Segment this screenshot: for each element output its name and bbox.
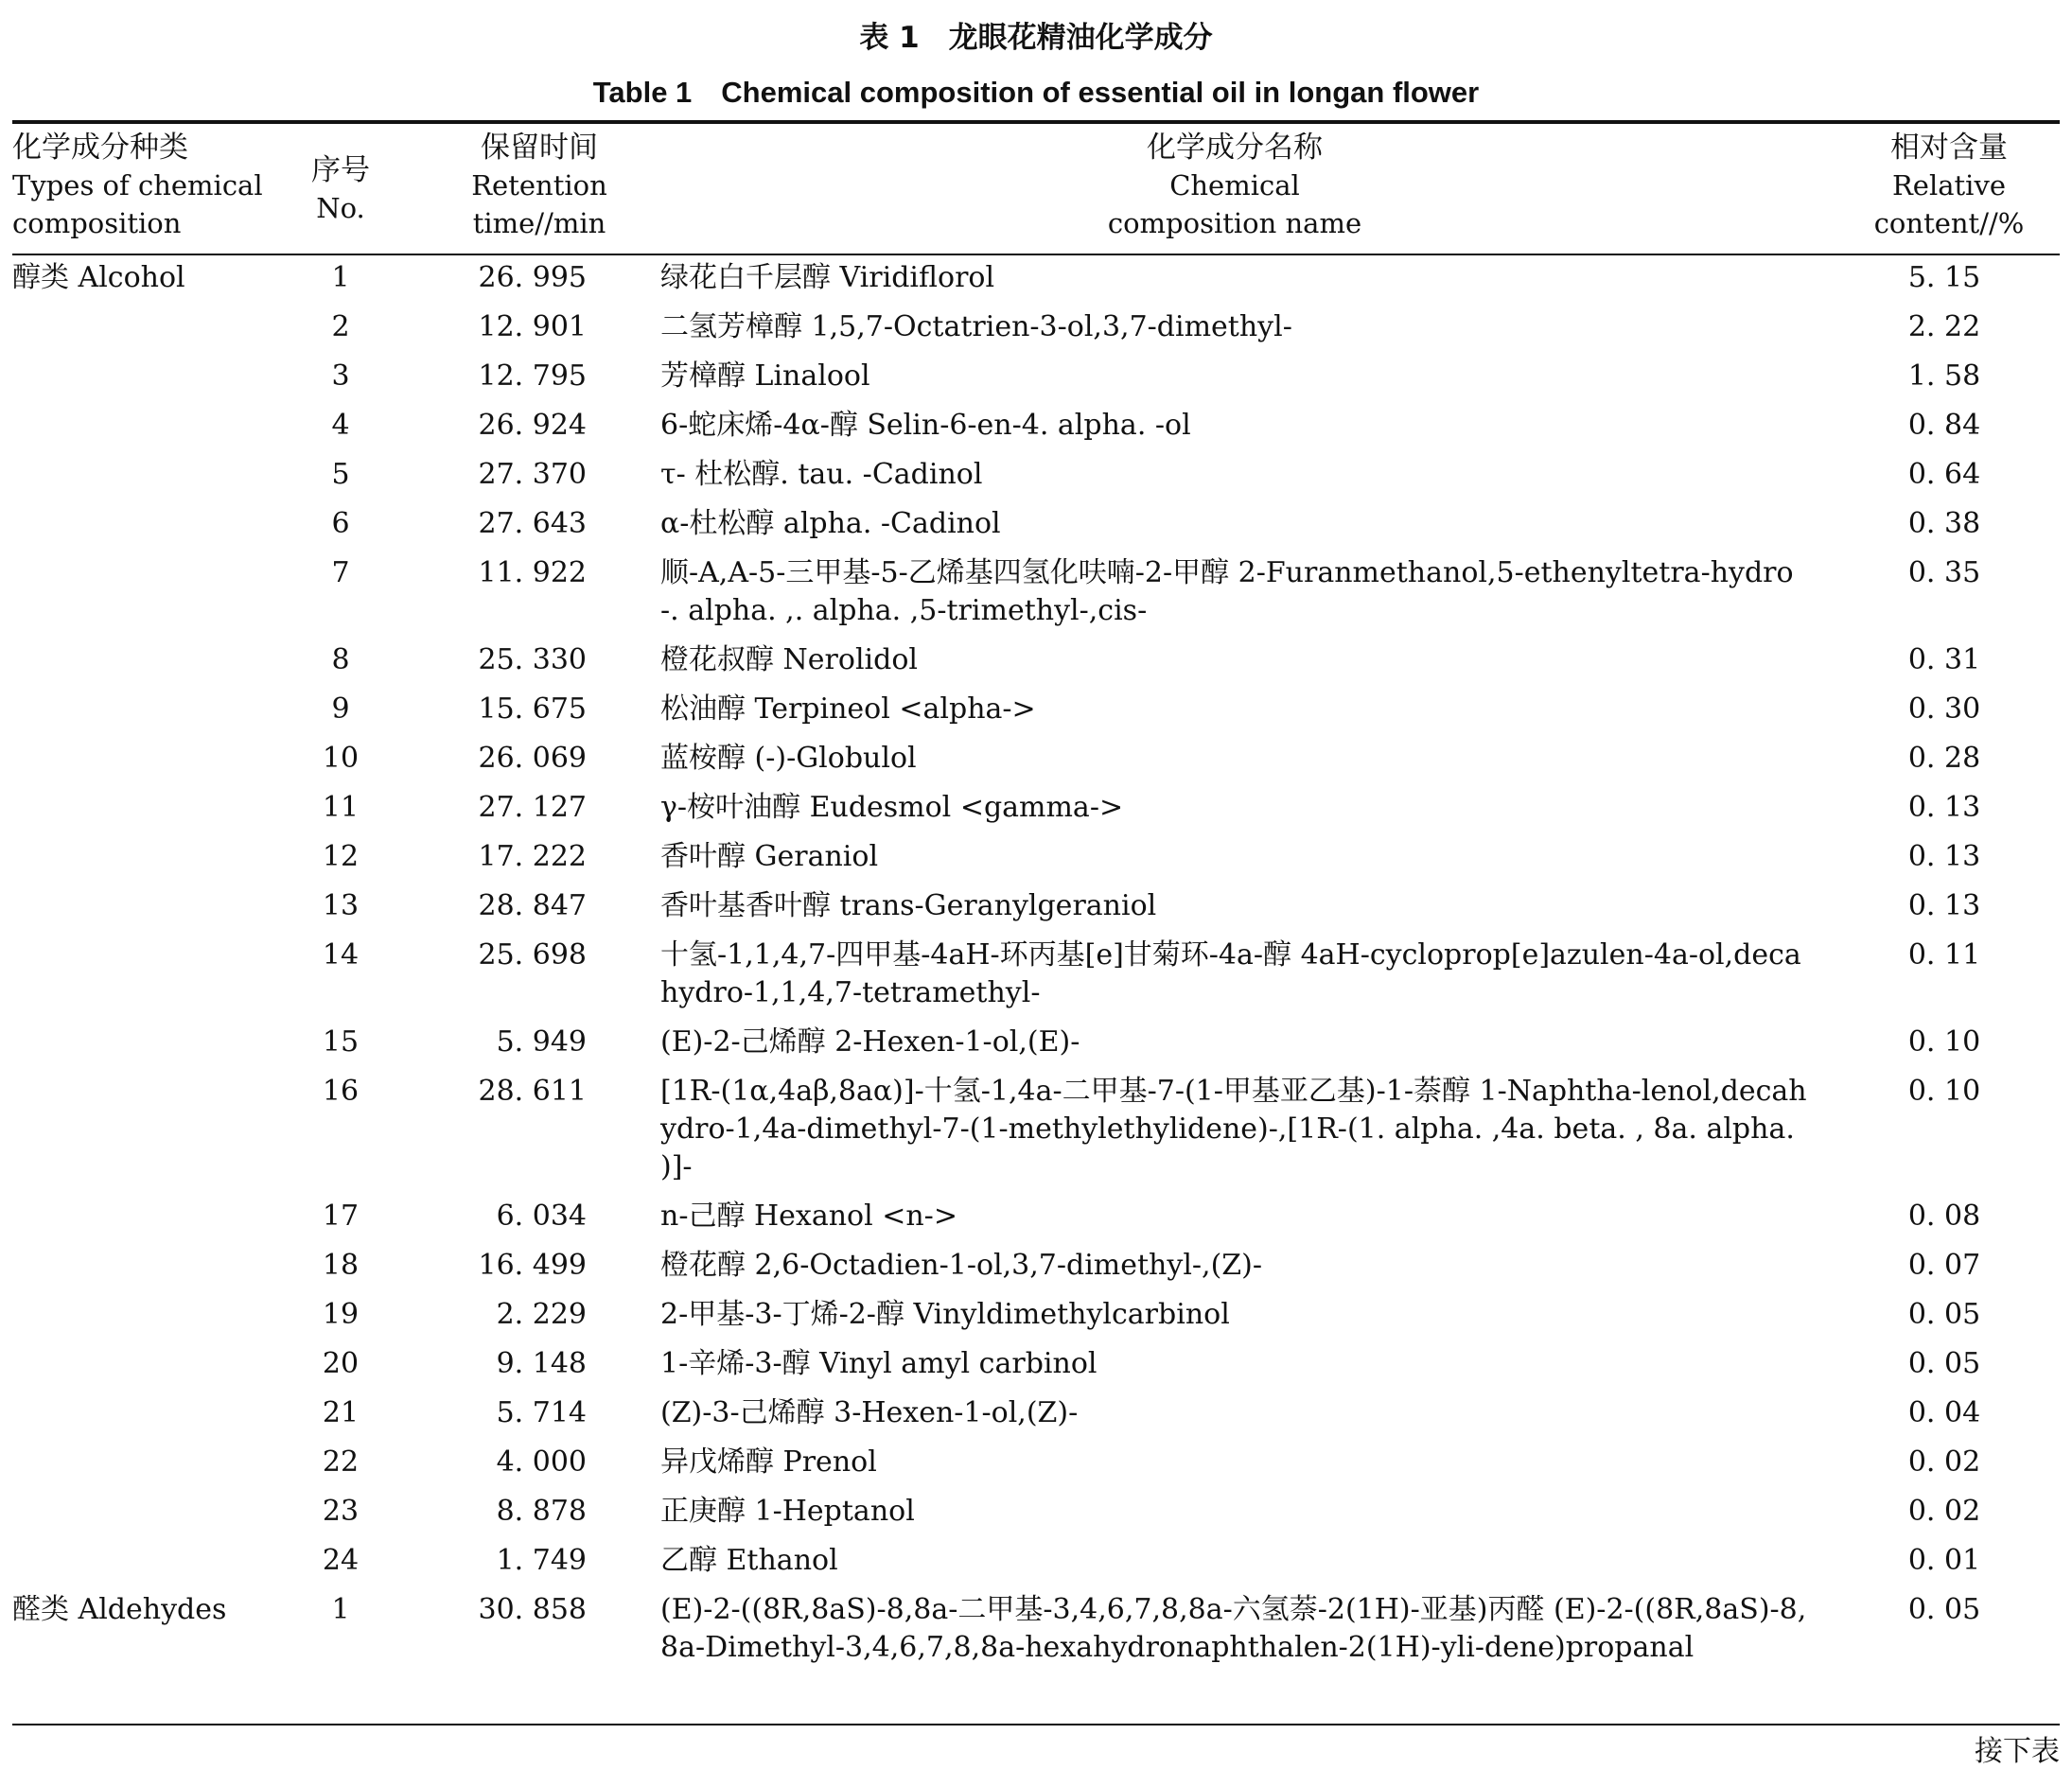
cell-composition-name: (E)-2-((8R,8aS)-8,8a-二甲基-3,4,6,7,8,8a-六氢萘-2(1H)-亚基)丙醛 (E)-2-((8R,8aS)-8,8a-Dimethyl-3,4,6,7,8,8a-hexahydronaphthalen-2(1H)-yli-dene)propanal [660, 1593, 1807, 1664]
cell-relative-content: 0. 31 [1907, 643, 1981, 676]
cell-retention-time: 26. 924 [478, 409, 587, 442]
table-row [0, 1024, 2072, 1073]
table-row [0, 1444, 2072, 1493]
cell-composition-name: 二氢芳樟醇 1,5,7-Octatrien-3-ol,3,7-dimethyl- [660, 310, 1292, 343]
cell-retention-time: 25. 698 [478, 938, 587, 972]
cell-relative-content: 0. 38 [1907, 507, 1981, 540]
table-caption-zh: 表 1 龙眼花精油化学成分 [859, 21, 1213, 55]
cell-relative-content: 0. 30 [1907, 692, 1981, 726]
cell-no: 24 [322, 1544, 360, 1577]
cell-no: 22 [322, 1445, 360, 1479]
header-composition-name [662, 129, 1807, 242]
cell-composition-name: 正庚醇 1-Heptanol [660, 1495, 915, 1528]
cell-retention-time: 26. 995 [478, 261, 587, 294]
table-row [0, 887, 2072, 937]
cell-no: 4 [331, 409, 350, 442]
table-row [0, 1247, 2072, 1296]
cell-retention-time: 16. 499 [478, 1249, 587, 1282]
continued-note: 接下表 [1975, 1735, 2060, 1768]
cell-retention-time: 27. 127 [478, 791, 587, 824]
cell-relative-content: 0. 05 [1907, 1593, 1981, 1626]
table-row [0, 407, 2072, 456]
cell-no: 10 [322, 742, 360, 775]
cell-composition-name: 2-甲基-3-丁烯-2-醇 Vinyldimethylcarbinol [660, 1298, 1230, 1331]
cell-retention-time: 11. 922 [478, 556, 587, 589]
cell-no: 14 [322, 938, 360, 972]
cell-no: 15 [322, 1025, 360, 1059]
cell-relative-content: 0. 08 [1907, 1200, 1981, 1233]
header-name-en-1: Chemical [1169, 169, 1300, 201]
cell-relative-content: 0. 10 [1907, 1075, 1981, 1108]
cell-relative-content: 0. 05 [1907, 1347, 1981, 1380]
cell-composition-name: 十氢-1,1,4,7-四甲基-4aH-环丙基[e]甘菊环-4a-醇 4aH-cycloprop[e]azulen-4a-ol,decahydro-1,1,4,7-tetramethyl- [660, 938, 1801, 1009]
cell-relative-content: 0. 07 [1907, 1249, 1981, 1282]
table-bottom-rule [12, 1724, 2060, 1725]
cell-composition-name: 顺-A,A-5-三甲基-5-乙烯基四氢化呋喃-2-甲醇 2-Furanmethanol,5-ethenyltetra-hydro-. alpha. ,. alpha. ,5-trimethyl-,cis- [660, 556, 1794, 627]
cell-composition-name: n-己醇 Hexanol <n-> [660, 1200, 957, 1233]
cell-retention-time: 25. 330 [478, 643, 587, 676]
cell-composition-name: α-杜松醇 alpha. -Cadinol [660, 507, 1001, 540]
cell-composition-name: 橙花醇 2,6-Octadien-1-ol,3,7-dimethyl-,(Z)- [660, 1249, 1262, 1282]
cell-composition-name: 绿花白千层醇 Viridiflorol [660, 261, 995, 294]
table-top-rule [12, 120, 2060, 124]
cell-relative-content: 0. 13 [1907, 840, 1981, 873]
cell-composition-name: 香叶醇 Geraniol [660, 840, 879, 873]
cell-type: 醛类 Aldehydes [12, 1593, 227, 1626]
table-row [0, 789, 2072, 838]
cell-composition-name: 香叶基香叶醇 trans-Geranylgeraniol [660, 889, 1157, 922]
cell-retention-time: 26. 069 [478, 742, 587, 775]
table-row [0, 641, 2072, 691]
header-retention-time [454, 129, 624, 242]
cell-relative-content: 0. 04 [1907, 1396, 1981, 1429]
cell-composition-name: [1R-(1α,4aβ,8aα)]-十氢-1,4a-二甲基-7-(1-甲基亚乙基)-1-萘醇 1-Naphtha-lenol,decahydro-1,4a-dimethyl-7-(1-methylethylidene)-,[1R-(1. alpha. ,4a. beta. , 8a. alpha. )]- [660, 1075, 1807, 1183]
table-row [0, 1198, 2072, 1247]
table-row [0, 1073, 2072, 1198]
cell-retention-time: 27. 370 [478, 458, 587, 491]
cell-retention-time: 12. 901 [478, 310, 587, 343]
cell-relative-content: 0. 35 [1907, 556, 1981, 589]
cell-retention-time: 8. 878 [496, 1495, 587, 1528]
cell-no: 1 [331, 261, 350, 294]
cell-no: 23 [322, 1495, 360, 1528]
table-row [0, 1493, 2072, 1542]
table-row [0, 308, 2072, 358]
cell-no: 11 [322, 791, 360, 824]
cell-no: 2 [331, 310, 350, 343]
table-row [0, 456, 2072, 505]
cell-retention-time: 17. 222 [478, 840, 587, 873]
header-rel-zh: 相对含量 [1890, 131, 2008, 165]
header-type-en-1: Types of chemical [12, 169, 263, 201]
cell-relative-content: 0. 13 [1907, 791, 1981, 824]
cell-composition-name: 芳樟醇 Linalool [660, 359, 870, 393]
cell-retention-time: 9. 148 [496, 1347, 587, 1380]
cell-relative-content: 0. 05 [1907, 1298, 1981, 1331]
cell-no: 12 [322, 840, 360, 873]
cell-composition-name: (Z)-3-己烯醇 3-Hexen-1-ol,(Z)- [660, 1396, 1079, 1429]
table-row [0, 740, 2072, 789]
table-row [0, 1394, 2072, 1444]
cell-retention-time: 12. 795 [478, 359, 587, 393]
cell-retention-time: 2. 229 [496, 1298, 587, 1331]
cell-composition-name: 松油醇 Terpineol <alpha-> [660, 692, 1036, 726]
cell-retention-time: 28. 611 [478, 1075, 587, 1108]
table-row [0, 358, 2072, 407]
header-name-en-2: composition name [1107, 207, 1362, 239]
cell-no: 16 [322, 1075, 360, 1108]
cell-relative-content: 0. 10 [1907, 1025, 1981, 1059]
cell-no: 20 [322, 1347, 360, 1380]
cell-no: 8 [331, 643, 350, 676]
cell-retention-time: 5. 949 [496, 1025, 587, 1059]
cell-retention-time: 30. 858 [478, 1593, 587, 1626]
cell-relative-content: 2. 22 [1907, 310, 1981, 343]
cell-composition-name: 6-蛇床烯-4α-醇 Selin-6-en-4. alpha. -ol [660, 409, 1191, 442]
cell-retention-time: 5. 714 [496, 1396, 587, 1429]
cell-retention-time: 4. 000 [496, 1445, 587, 1479]
cell-no: 6 [331, 507, 350, 540]
cell-type: 醇类 Alcohol [12, 261, 185, 294]
header-rt-en-1: Retention [471, 169, 607, 201]
header-rel-en-2: content//% [1873, 207, 2025, 239]
cell-no: 21 [322, 1396, 360, 1429]
cell-composition-name: 蓝桉醇 (-)-Globulol [660, 742, 917, 775]
cell-no: 18 [322, 1249, 360, 1282]
table-header-rule [12, 254, 2060, 255]
header-type-zh: 化学成分种类 [12, 131, 188, 165]
cell-retention-time: 15. 675 [478, 692, 587, 726]
cell-relative-content: 0. 01 [1907, 1544, 1981, 1577]
header-type-en-2: composition [12, 207, 182, 239]
header-name-zh: 化学成分名称 [1147, 131, 1323, 165]
table-caption-en: Table 1 Chemical composition of essential oil in longan flower [592, 76, 1480, 109]
cell-no: 7 [331, 556, 350, 589]
table-row [0, 1345, 2072, 1394]
table-row [0, 259, 2072, 308]
table-row [0, 505, 2072, 554]
header-relative-content [1845, 129, 2053, 242]
table-row [0, 554, 2072, 641]
table-row [0, 691, 2072, 740]
cell-no: 1 [331, 1593, 350, 1626]
header-no-zh: 序号 [311, 153, 370, 187]
cell-composition-name: 乙醇 Ethanol [660, 1544, 838, 1577]
table-row [0, 1296, 2072, 1345]
cell-retention-time: 1. 749 [496, 1544, 587, 1577]
cell-relative-content: 0. 02 [1907, 1445, 1981, 1479]
cell-retention-time: 28. 847 [478, 889, 587, 922]
cell-no: 9 [331, 692, 350, 726]
cell-no: 17 [322, 1200, 360, 1233]
cell-relative-content: 1. 58 [1907, 359, 1981, 393]
table-row [0, 1542, 2072, 1591]
header-rel-en-1: Relative [1891, 169, 2007, 201]
table-row [0, 937, 2072, 1024]
header-type [12, 129, 263, 242]
cell-no: 13 [322, 889, 360, 922]
header-no [284, 151, 397, 227]
cell-composition-name: 异戊烯醇 Prenol [660, 1445, 877, 1479]
header-no-en: No. [316, 192, 365, 224]
cell-relative-content: 0. 64 [1907, 458, 1981, 491]
cell-no: 19 [322, 1298, 360, 1331]
cell-composition-name: 橙花叔醇 Nerolidol [660, 643, 918, 676]
cell-relative-content: 0. 11 [1907, 938, 1981, 972]
cell-no: 3 [331, 359, 350, 393]
cell-composition-name: (E)-2-己烯醇 2-Hexen-1-ol,(E)- [660, 1025, 1080, 1059]
cell-no: 5 [331, 458, 350, 491]
cell-relative-content: 0. 28 [1907, 742, 1981, 775]
cell-retention-time: 6. 034 [496, 1200, 587, 1233]
cell-relative-content: 5. 15 [1907, 261, 1981, 294]
cell-composition-name: τ- 杜松醇. tau. -Cadinol [660, 458, 983, 491]
header-rt-en-2: time//min [472, 207, 606, 239]
header-rt-zh: 保留时间 [481, 131, 598, 165]
table-row [0, 1591, 2072, 1678]
table-row [0, 838, 2072, 887]
cell-composition-name: 1-辛烯-3-醇 Vinyl amyl carbinol [660, 1347, 1097, 1380]
table-body [0, 259, 2072, 1678]
cell-relative-content: 0. 13 [1907, 889, 1981, 922]
cell-relative-content: 0. 84 [1907, 409, 1981, 442]
cell-composition-name: γ-桉叶油醇 Eudesmol <gamma-> [660, 791, 1124, 824]
cell-relative-content: 0. 02 [1907, 1495, 1981, 1528]
cell-retention-time: 27. 643 [478, 507, 587, 540]
